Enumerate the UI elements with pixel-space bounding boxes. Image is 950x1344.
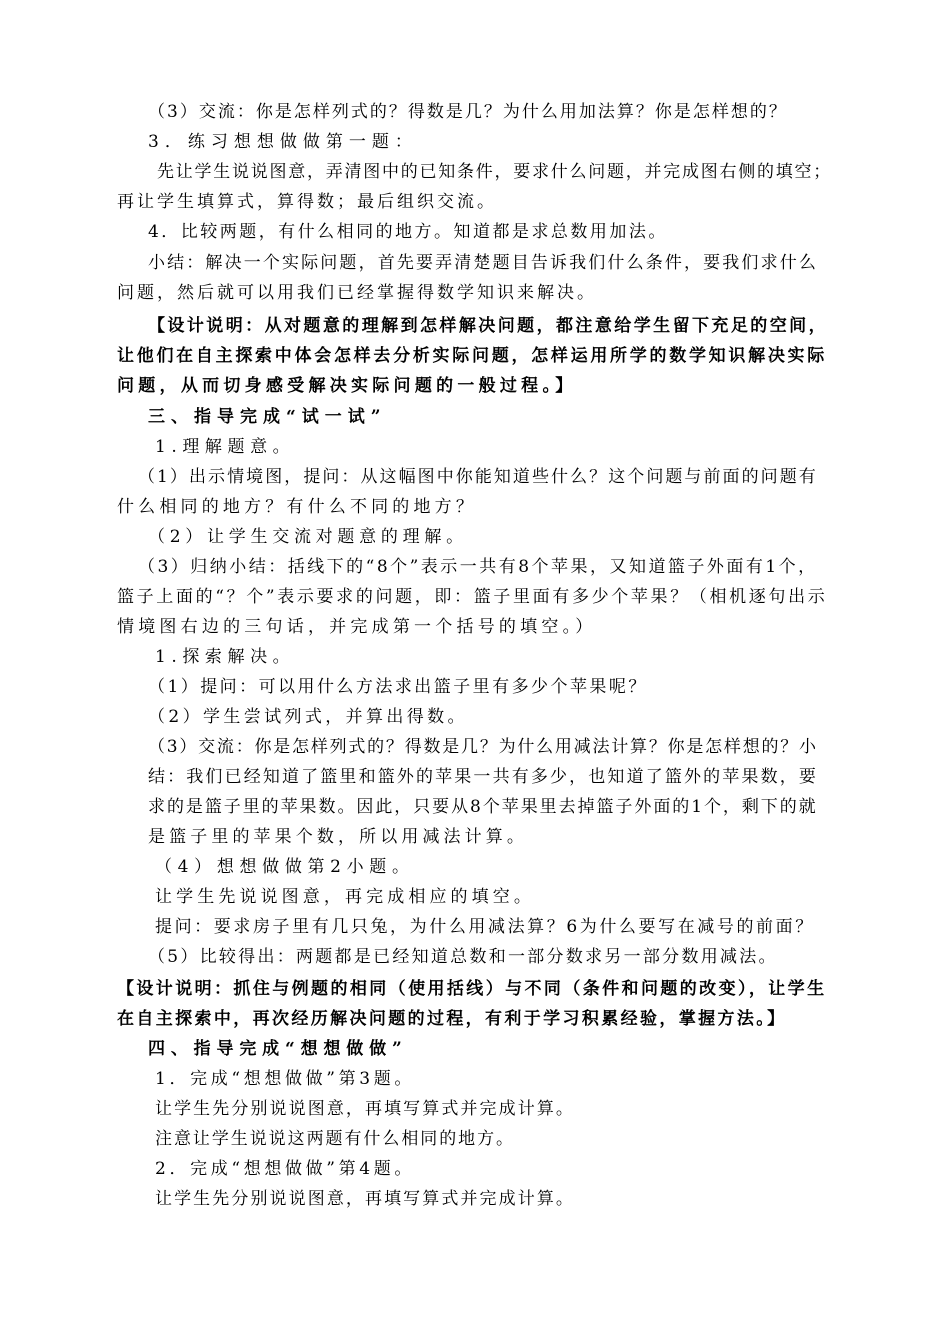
text-line: （1）出示情境图，提问：从这幅图中你能知道些什么？这个问题与前面的问题有: [138, 467, 818, 487]
text-line: 1．完成“想想做做”第3题。: [155, 1069, 416, 1089]
text-line: 2．完成“想想做做”第4题。: [155, 1159, 416, 1179]
text-line: （1）提问：可以用什么方法求出篮子里有多少个苹果呢？: [148, 677, 648, 697]
text-line: （3）交流：你是怎样列式的？得数是几？为什么用减法计算？你是怎样想的？小: [148, 737, 818, 757]
text-line: （5）比较得出：两题都是已经知道总数和一部分数求另一部分数用减法。: [148, 947, 778, 967]
text-line: 4．比较两题，有什么相同的地方。知道都是求总数用加法。: [148, 222, 668, 242]
text-line: 是篮子里的苹果个数，所以用减法计算。: [148, 827, 528, 847]
text-line: 结：我们已经知道了篮里和篮外的苹果一共有多少，也知道了篮外的苹果数，要: [148, 767, 818, 787]
text-line: 情境图右边的三句话，并完成第一个括号的填空。）: [117, 617, 597, 637]
design-note-line: 问题，从而切身感受解决实际问题的一般过程。】: [117, 376, 577, 396]
text-line: （3）归纳小结：括线下的“8个”表示一共有8个苹果，又知道篮子外面有1个，: [138, 557, 818, 577]
text-line: 问题，然后就可以用我们已经掌握得数学知识来解决。: [117, 283, 597, 303]
text-line: （4）想想做做第2小题。: [155, 857, 415, 877]
design-note-line: 【设计说明：抓住与例题的相同（使用括线）与不同（条件和问题的改变），让学生: [117, 979, 827, 999]
design-note-line: 【设计说明：从对题意的理解到怎样解决问题，都注意给学生留下充足的空间，: [148, 316, 828, 336]
text-line: 什么相同的地方？有什么不同的地方？: [117, 497, 477, 517]
text-line: （2）学生尝试列式，并算出得数。: [148, 707, 468, 727]
text-line: 1.探索解决。: [155, 647, 296, 667]
text-line: （2）让学生交流对题意的理解。: [148, 527, 468, 547]
text-line: 先让学生说说图意，弄清图中的已知条件，要求什么问题，并完成图右侧的填空；: [157, 162, 832, 182]
text-line: 让学生先说说图意，再完成相应的填空。: [155, 887, 535, 907]
text-line: 3．练习想想做做第一题：: [148, 132, 418, 152]
design-note-line: 让他们在自主探索中体会怎样去分析实际问题，怎样运用所学的数学知识解决实际: [117, 346, 827, 366]
text-line: 注意让学生说说这两题有什么相同的地方。: [155, 1129, 515, 1149]
text-line: 再让学生填算式，算得数；最后组织交流。: [117, 192, 497, 212]
design-note-line: 在自主探索中，再次经历解决问题的过程，有利于学习积累经验，掌握方法。】: [117, 1009, 787, 1029]
section-heading: 四、指导完成“想想做做”: [148, 1039, 408, 1059]
text-line: 小结：解决一个实际问题，首先要弄清楚题目告诉我们什么条件，要我们求什么: [148, 253, 818, 273]
text-line: 让学生先分别说说图意，再填写算式并完成计算。: [155, 1189, 575, 1209]
text-line: 提问：要求房子里有几只兔，为什么用减法算？6为什么要写在减号的前面？: [155, 917, 815, 937]
text-line: 篮子上面的“？个”表示要求的问题，即：篮子里面有多少个苹果？（相机逐句出示: [117, 587, 828, 607]
text-line: 求的是篮子里的苹果数。因此，只要从8个苹果里去掉篮子外面的1个，剩下的就: [148, 797, 818, 817]
text-line: 1.理解题意。: [155, 437, 296, 457]
text-line: （3）交流：你是怎样列式的？得数是几？为什么用加法算？你是怎样想的？: [148, 102, 788, 122]
text-line: 让学生先分别说说图意，再填写算式并完成计算。: [155, 1099, 575, 1119]
section-heading: 三、指导完成“试一试”: [148, 407, 387, 427]
